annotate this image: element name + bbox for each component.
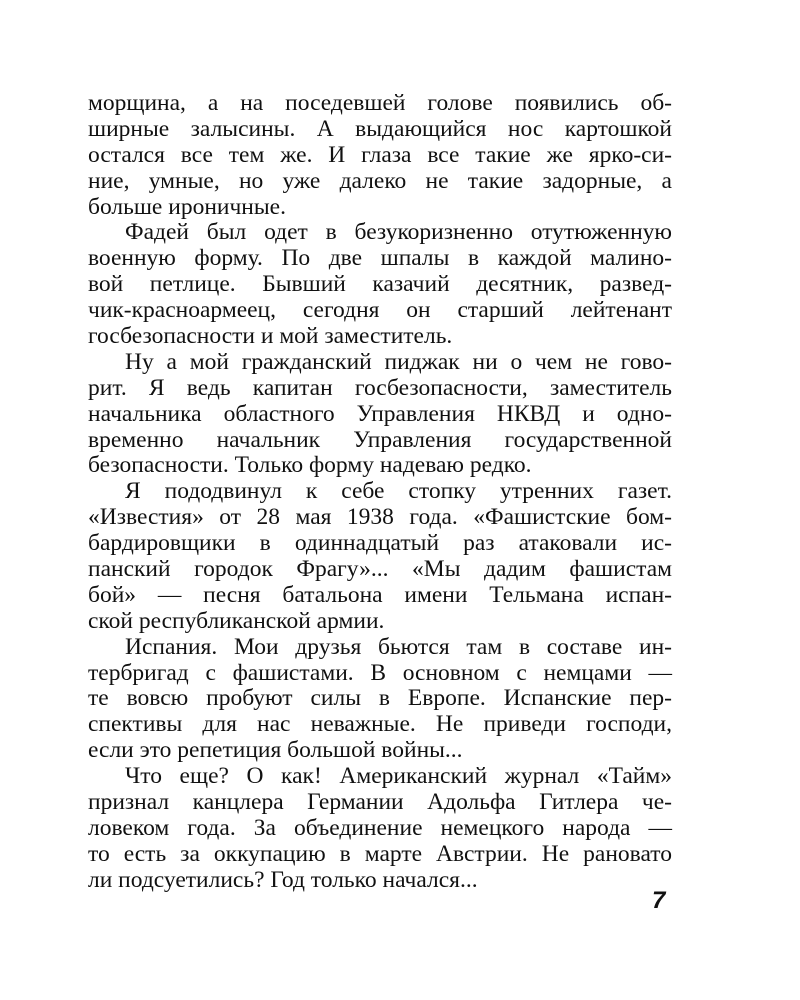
text-line: ние, умные, но уже далеко не такие задорные, а: [88, 167, 672, 194]
text-line: если это репетиция большой войны...: [88, 737, 463, 764]
text-line: начальника областного Управления НКВД и одно-: [88, 400, 672, 427]
text-line: временно начальник Управления государственной: [88, 426, 672, 453]
paragraph: [88, 350, 672, 479]
text-line: рит. Я ведь капитан госбезопасности, заместитель: [88, 374, 672, 401]
text-line: чик-красноармеец, сегодня он старший лейтенант: [88, 297, 672, 324]
text-line: военную форму. По две шпалы в каждой малино-: [88, 245, 672, 272]
paragraph: [88, 635, 672, 764]
paragraph: [88, 220, 672, 349]
text-line: ловеком года. За объединение немецкого народа —: [88, 814, 672, 841]
text-line: бардировщики в одиннадцатый раз атаковали ис-: [88, 530, 672, 557]
text-line: ли подсуетились? Год только начался...: [88, 866, 478, 893]
text-line: признал канцлера Германии Адольфа Гитлера че-: [88, 789, 672, 816]
paragraph: [88, 91, 672, 220]
text-line: бой» — песня батальона имени Тельмана испан-: [88, 581, 672, 608]
text-line: больше ироничные.: [88, 193, 286, 220]
text-line: те вовсю пробуют силы в Европе. Испанские пер-: [88, 685, 672, 712]
text-line: Что еще? О как! Американский журнал «Тайм»: [125, 763, 672, 790]
text-line: морщина, а на поседевшей голове появились об-: [88, 90, 672, 116]
text-line: спективы для нас неважные. Не приведи господи,: [88, 711, 672, 738]
text-line: тербригад с фашистами. В основном с немцами —: [88, 659, 672, 686]
text-line: Я пододвинул к себе стопку утренних газет.: [125, 478, 672, 505]
text-line: Ну а мой гражданский пиджак ни о чем не гово-: [125, 348, 672, 375]
text-line: госбезопасности и мой заместитель.: [88, 323, 453, 350]
paragraph: [88, 764, 672, 893]
text-line: то есть за оккупацию в марте Австрии. Не рановато: [88, 840, 672, 867]
text-line: Испания. Мои друзья бьются там в составе ин-: [125, 633, 672, 660]
text-line: ширные залысины. А выдающийся нос картошкой: [88, 115, 672, 142]
page-number: 7: [652, 887, 666, 914]
text-line: панский городок Фрагу»... «Мы дадим фашистам: [88, 556, 672, 583]
body-text: [88, 91, 672, 894]
paragraph: [88, 479, 672, 634]
text-line: Фадей был одет в безукоризненно отутюженную: [125, 219, 672, 246]
text-line: остался все тем же. И глаза все такие же ярко-си-: [88, 141, 672, 168]
text-line: безопасности. Только форму надеваю редко.: [88, 452, 532, 479]
text-line: «Известия» от 28 мая 1938 года. «Фашистские бом-: [88, 504, 672, 531]
text-line: вой петлице. Бывший казачий десятник, развед-: [88, 271, 672, 298]
text-line: ской республиканской армии.: [88, 607, 385, 634]
